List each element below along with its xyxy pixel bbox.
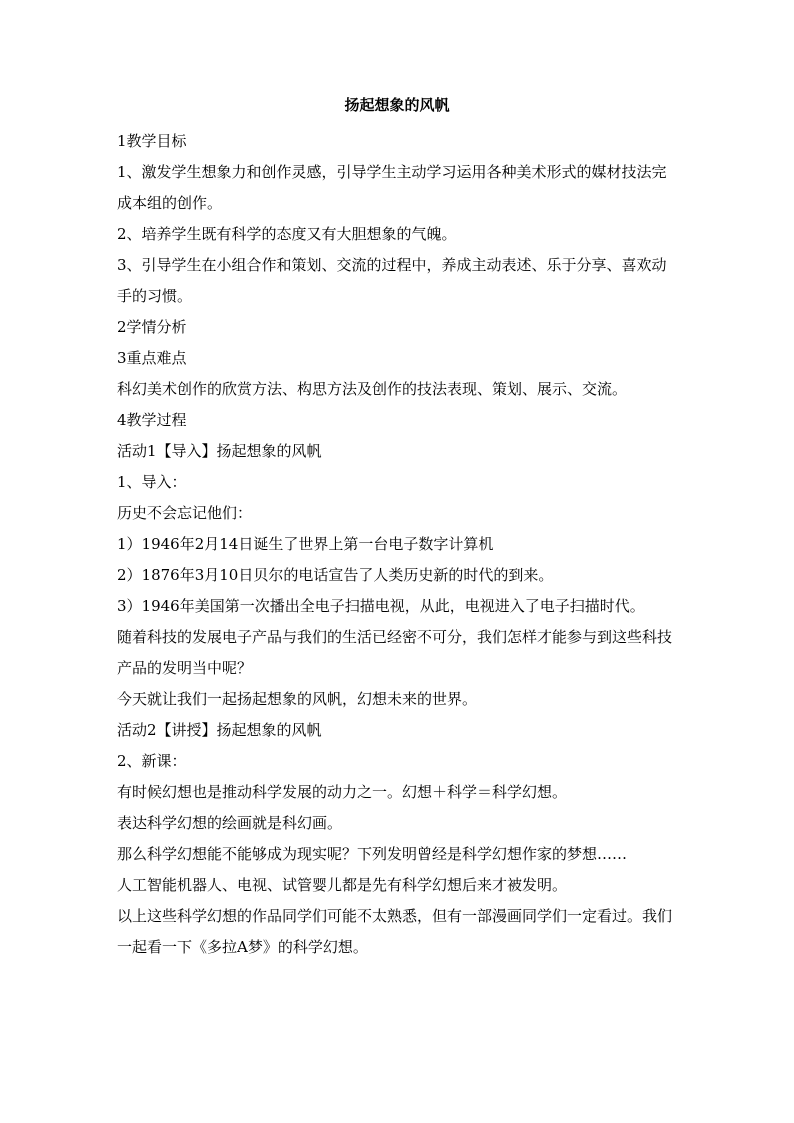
- intro-heading: 1、导入：: [117, 473, 187, 491]
- activity-1-heading: 活动1【导入】扬起想象的风帆: [117, 442, 322, 460]
- new-lesson-heading: 2、新课：: [117, 752, 187, 770]
- objective-1: 1、激发学生想象力和创作灵感，引导学生主动学习运用各种美术形式的媒材技法完成本组的创作。: [117, 163, 667, 212]
- lesson-text-1: 有时候幻想也是推动科学发展的动力之一。幻想＋科学＝科学幻想。: [117, 783, 568, 801]
- question-text: 随着科技的发展电子产品与我们的生活已经密不可分，我们怎样才能参与到这些科技产品的发明当中呢？: [117, 628, 673, 677]
- section-heading-key-points: 3重点难点: [117, 349, 187, 367]
- activity-2-heading: 活动2【讲授】扬起想象的风帆: [117, 721, 322, 739]
- history-item-2: 2）1876年3月10日贝尔的电话宣告了人类历史新的时代的到来。: [117, 566, 554, 584]
- history-item-1: 1）1946年2月14日诞生了世界上第一台电子数字计算机: [117, 535, 494, 553]
- history-text: 历史不会忘记他们：: [117, 504, 253, 522]
- lesson-text-4: 人工智能机器人、电视、试管婴儿都是先有科学幻想后来才被发明。: [117, 876, 568, 894]
- section-heading-objectives: 1教学目标: [117, 132, 187, 150]
- lesson-text-3: 那么科学幻想能不能够成为现实呢？下列发明曾经是科学幻想作家的梦想……: [117, 845, 628, 863]
- history-item-3: 3）1946年美国第一次播出全电子扫描电视，从此，电视进入了电子扫描时代。: [117, 597, 645, 615]
- lesson-text-5: 以上这些科学幻想的作品同学们可能不太熟悉，但有一部漫画同学们一定看过。我们一起看一下《多拉A梦》的科学幻想。: [117, 907, 673, 956]
- lesson-text-2: 表达科学幻想的绘画就是科幻画。: [117, 814, 343, 832]
- section-heading-process: 4教学过程: [117, 411, 187, 429]
- section-heading-analysis: 2学情分析: [117, 318, 187, 336]
- objective-2: 2、培养学生既有科学的态度又有大胆想象的气魄。: [117, 225, 457, 243]
- document-title: 扬起想象的风帆: [344, 96, 450, 114]
- today-text: 今天就让我们一起扬起想象的风帆，幻想未来的世界。: [117, 690, 478, 708]
- document-body: [117, 126, 679, 963]
- objective-3: 3、引导学生在小组合作和策划、交流的过程中，养成主动表述、乐于分享、喜欢动手的习惯。: [117, 256, 667, 305]
- key-points-text: 科幻美术创作的欣赏方法、构思方法及创作的技法表现、策划、展示、交流。: [117, 380, 628, 398]
